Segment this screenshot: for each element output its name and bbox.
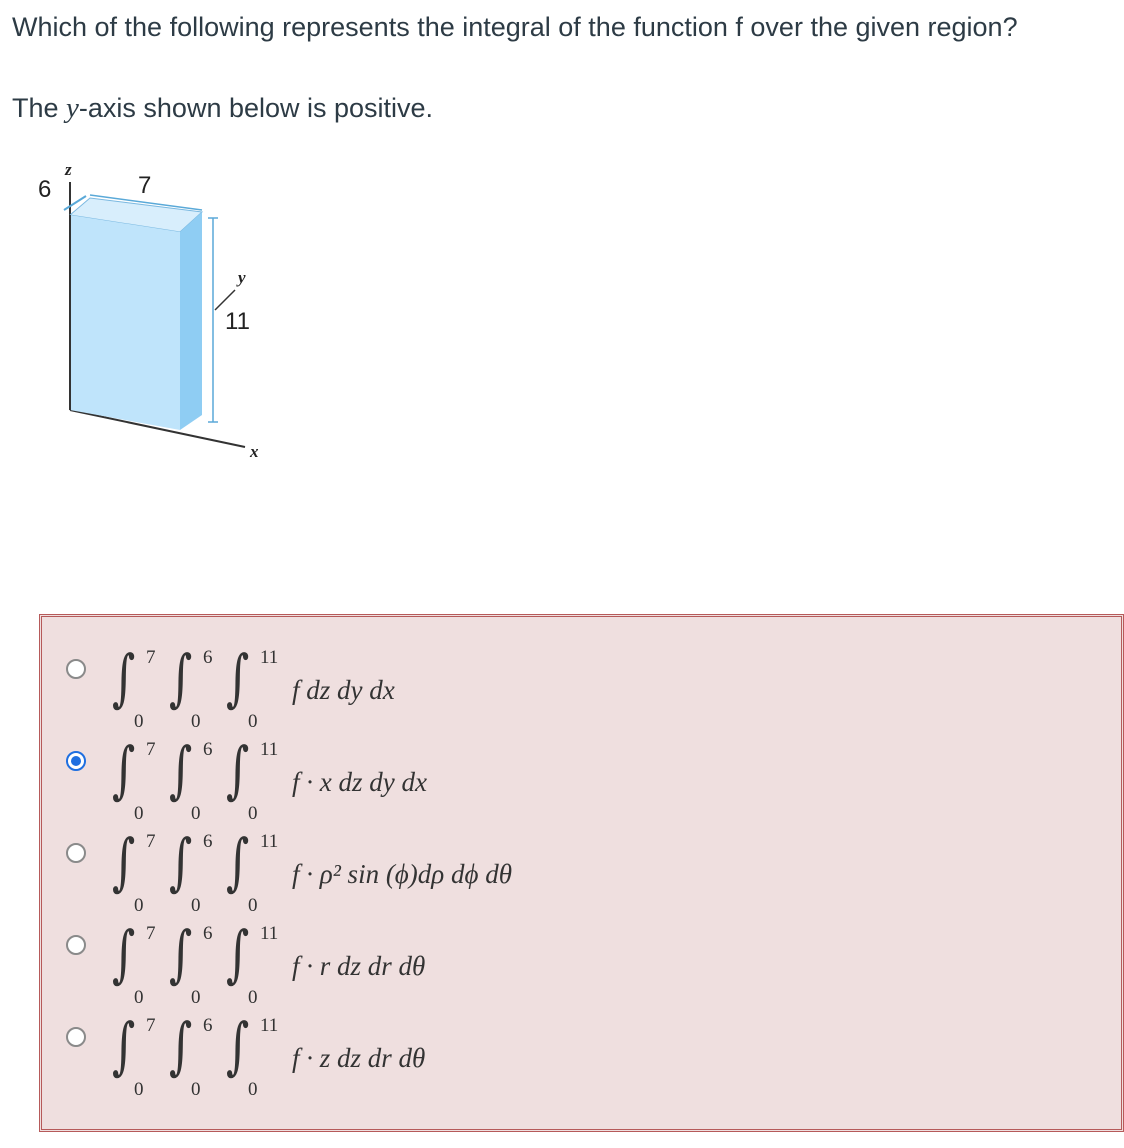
y-axis [215,290,235,310]
upper-limit: 6 [203,647,213,668]
answer-radio-1[interactable] [66,659,86,679]
note-prefix: The [12,93,67,123]
integral-sign-icon: ∫ [112,917,136,990]
integral-sign-icon: ∫ [169,733,193,806]
answer-option-2[interactable] [42,731,1121,823]
integral-sign-icon: ∫ [226,1009,250,1082]
integral-sign-icon: ∫ [226,825,250,898]
answer-choices [39,614,1124,1132]
lower-limit: 0 [191,803,201,824]
upper-limit: 7 [146,1015,156,1036]
integral-sign-icon: ∫ [226,917,250,990]
integral-sign-icon: ∫ [226,733,250,806]
lower-limit: 0 [248,987,258,1008]
lower-limit: 0 [248,1079,258,1100]
upper-limit: 6 [203,1015,213,1036]
integrand-expression: f · z dz dr dθ [292,1043,426,1073]
region-figure [30,160,310,470]
lower-limit: 0 [134,987,144,1008]
answer-radio-4[interactable] [66,935,86,955]
x-axis-label: x [250,442,259,461]
note-variable: y [66,92,79,124]
integrand-expression: f dz dy dx [292,675,395,705]
box-front-face [70,215,180,430]
upper-limit: 7 [146,647,156,668]
upper-limit: 11 [260,647,279,668]
note-suffix: -axis shown below is positive. [78,93,434,123]
answer-option-3[interactable] [42,823,1121,915]
box-diagram [30,160,310,470]
question-text: Which of the following represents the integral of the function f over the given region? [12,12,1018,42]
lower-limit: 0 [134,895,144,916]
upper-limit: 11 [260,923,279,944]
answer-radio-2[interactable] [66,751,86,771]
integrand-expression: f · x dz dy dx [292,767,427,797]
integral-sign-icon: ∫ [112,825,136,898]
width-label: 7 [138,172,152,199]
answer-option-4[interactable] [42,915,1121,1007]
upper-limit: 6 [203,923,213,944]
upper-limit: 11 [260,831,279,852]
integral-sign-icon: ∫ [169,641,193,714]
answer-radio-5[interactable] [66,1027,86,1047]
lower-limit: 0 [191,711,201,732]
upper-limit: 6 [203,831,213,852]
box-side-face [180,212,202,430]
upper-limit: 7 [146,923,156,944]
lower-limit: 0 [248,895,258,916]
depth-label: 6 [38,176,52,203]
upper-limit: 11 [260,739,279,760]
lower-limit: 0 [134,711,144,732]
lower-limit: 0 [191,895,201,916]
answer-radio-3[interactable] [66,843,86,863]
lower-limit: 0 [134,803,144,824]
integrand-expression: f · r dz dr dθ [292,951,426,981]
lower-limit: 0 [248,711,258,732]
integral-sign-icon: ∫ [169,917,193,990]
lower-limit: 0 [134,1079,144,1100]
integral-sign-icon: ∫ [112,1009,136,1082]
integral-sign-icon: ∫ [169,1009,193,1082]
lower-limit: 0 [191,1079,201,1100]
lower-limit: 0 [248,803,258,824]
question-note [12,92,433,125]
upper-limit: 7 [146,831,156,852]
answer-option-5[interactable] [42,1007,1121,1099]
lower-limit: 0 [191,987,201,1008]
upper-limit: 7 [146,739,156,760]
answer-option-1[interactable] [42,639,1121,731]
integral-sign-icon: ∫ [112,641,136,714]
upper-limit: 6 [203,739,213,760]
integral-sign-icon: ∫ [169,825,193,898]
integral-sign-icon: ∫ [226,641,250,714]
z-axis-label: z [65,160,72,179]
y-axis-label: y [238,268,246,287]
integrand-expression: f · ρ² sin (ϕ)dρ dϕ dθ [292,859,512,889]
height-label: 11 [225,308,250,335]
integral-sign-icon: ∫ [112,733,136,806]
upper-limit: 11 [260,1015,279,1036]
